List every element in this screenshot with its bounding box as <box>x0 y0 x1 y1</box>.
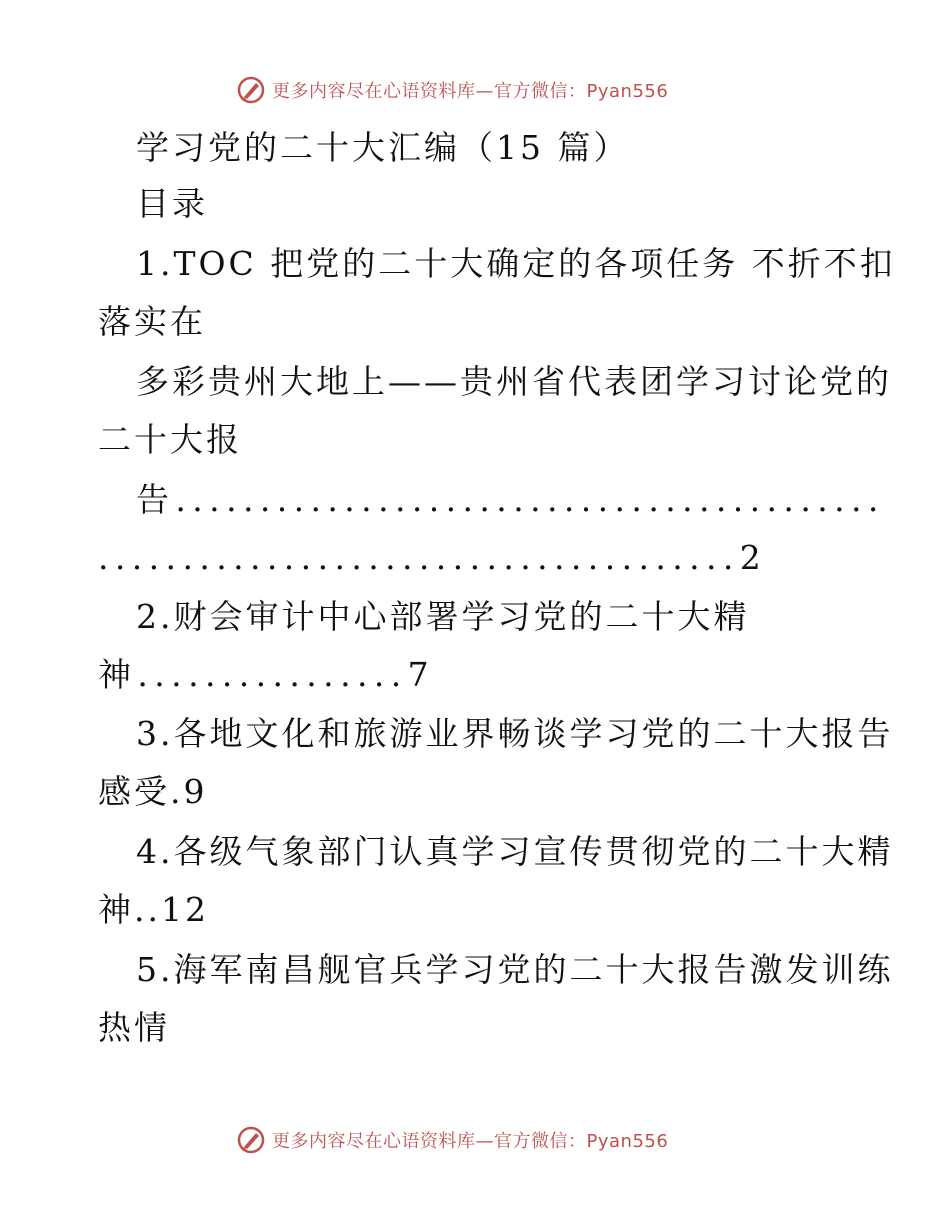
toc-line[interactable]: 感受.9 <box>98 772 208 811</box>
toc-line[interactable]: 告.......................................... <box>136 480 885 519</box>
toc-line[interactable]: 二十大报 <box>98 420 242 459</box>
toc-heading: 目录 <box>136 184 208 223</box>
header-banner <box>236 72 736 108</box>
toc-line[interactable]: 5.海军南昌舰官兵学习党的二十大报告激发训练 <box>136 950 894 989</box>
toc-line[interactable]: 热情 <box>98 1008 170 1047</box>
toc-line[interactable]: 落实在 <box>98 302 206 341</box>
toc-line[interactable]: 4.各级气象部门认真学习宣传贯彻党的二十大精 <box>136 832 894 871</box>
toc-line[interactable]: 2.财会审计中心部署学习党的二十大精 <box>136 597 750 636</box>
banner-text: 更多内容尽在心语资料库—官方微信：Pyan556 <box>272 81 669 102</box>
toc-line[interactable]: 多彩贵州大地上——贵州省代表团学习讨论党的 <box>136 362 892 401</box>
toc-line[interactable]: 1.TOC 把党的二十大确定的各项任务 不折不扣 <box>136 244 896 283</box>
toc-line[interactable]: 神................7 <box>98 655 436 694</box>
banner-text: 更多内容尽在心语资料库—官方微信：Pyan556 <box>272 1131 669 1152</box>
doc-title: 学习党的二十大汇编（15 篇） <box>136 128 630 167</box>
toc-line[interactable]: 神..12 <box>98 890 209 929</box>
toc-line[interactable]: 3.各地文化和旅游业界畅谈学习党的二十大报告 <box>136 714 894 753</box>
toc-line[interactable]: ......................................2 <box>98 538 768 577</box>
footer-banner <box>236 1122 736 1158</box>
pen-logo-icon <box>236 75 266 105</box>
pen-logo-icon <box>236 1125 266 1155</box>
